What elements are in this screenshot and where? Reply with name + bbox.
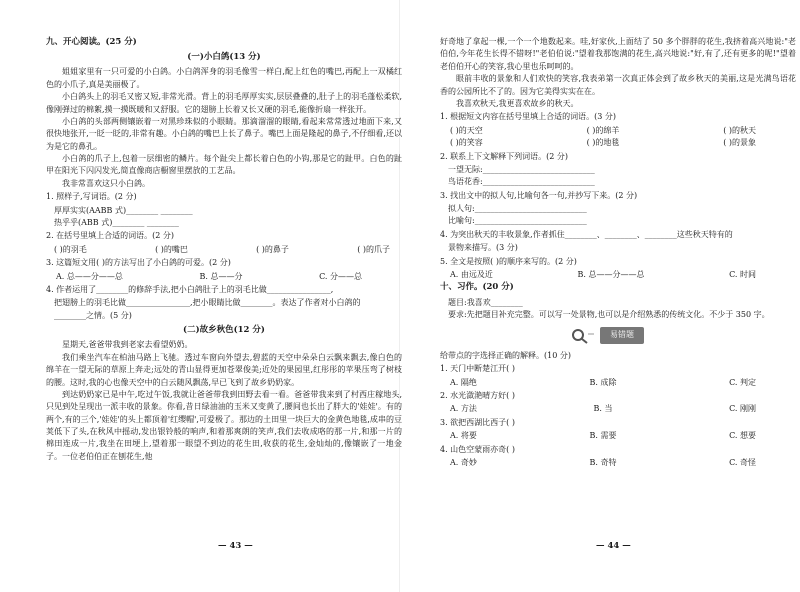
question-5-options [440, 269, 796, 281]
question-4: 4. 作者运用了________的修辞手法,把小白鸽肚子上的羽毛比做________________, [46, 284, 334, 294]
choose-instruction: 给带点的字选择正确的解释。(10 分) [440, 350, 571, 360]
question-3-b: 比喻句:____________________________ [448, 216, 587, 226]
option: C. 判定 [729, 377, 756, 387]
passage-2-paragraph: 星期天,爸爸带我到老家去看望奶奶。 [62, 340, 193, 350]
essay-requirement: 要求:先把题目补充完整。可以写一处景物,也可以是介绍熟悉的传统文化。不少于 350 字。 [448, 309, 770, 319]
option: C. 想要 [729, 431, 756, 441]
passage-1-paragraph: 小白鸽头上的羽毛又密又短,非常光滑。背上的羽毛厚厚实实,层层叠叠的,肚子上的羽毛蓬松柔软,像刚弹过的棉絮,摸一摸既暖和又舒服。它的翅膀上长着又长又硬的羽毛,能像折扇一样张开。 [46, 92, 402, 114]
option: C. 刚刚 [729, 404, 756, 414]
option: A. 奇妙 [450, 457, 477, 467]
question-1: 1. 根据短文内容在括号里填上合适的词语。(3 分) [440, 112, 617, 122]
option: A. 总——分——总 [56, 271, 123, 281]
blank-item: ( )的羽毛 [54, 244, 87, 254]
blank-item: ( )的爪子 [357, 244, 390, 254]
page-number-left: — 43 — [218, 541, 253, 551]
question-2: 2. 在括号里填上合适的词语。(2 分) [46, 231, 175, 241]
question-4-line: 把翅膀上的羽毛比做________________,把小眼睛比做________。表达了作者对小白鸽的 [54, 298, 361, 308]
question-4-line: 景物来描写。(3 分) [448, 243, 518, 253]
passage-2-paragraph: 我们乘坐汽车在柏油马路上飞驰。透过车窗向外望去,碧蓝的天空中朵朵白云飘来飘去,像白色的绵羊在一望无际的草原上奔走;远处的青山显得更加苍翠俊美;近处的果园里,红彤彤的苹果压弯了树枝的腰。这时,我的心也像天空中的白云随风飘荡,早已飞到了故乡奶奶家。 [46, 352, 402, 387]
choice-options [440, 377, 796, 389]
blank-item: ( )的鼻子 [256, 244, 289, 254]
question-5: 5. 全文是按照( )的顺序来写的。(2 分) [440, 256, 577, 266]
option: C. 奇怪 [729, 457, 756, 467]
question-2-a: 一望无际:____________________________ [448, 164, 595, 174]
option: B. 成除 [589, 377, 617, 387]
passage-2-continuation: 好奇地了拿起一棵,一个一个地数起来。哇,好家伙,上面结了 50 多个胖胖的花生,我挤着高兴地说:"老伯伯,今年花生长得不错呀!"老伯伯说:"望着我那饱满的花生,高兴地说:"好,有了,还有更多的呢!"望着老伯伯开心的笑容,我心里也乐呵呵的。 [440, 37, 796, 71]
passage-2-paragraph: 我喜欢秋天,我更喜欢故乡的秋天。 [456, 98, 579, 108]
choice-question: 2. 水光潋滟晴方好( ) [440, 390, 515, 400]
option: C. 分——总 [319, 271, 362, 281]
error-prone-banner [570, 327, 796, 343]
option: C. 时间 [729, 270, 756, 280]
choice-question: 3. 欲把西湖比西子( ) [440, 417, 515, 427]
option: B. 总——分——总 [577, 270, 645, 280]
option: B. 需要 [589, 431, 617, 441]
passage-1-paragraph: 小白鸽的头部两侧镶嵌着一对黑珍珠似的小眼睛。那滴溜溜的眼睛,看起来常常透过地面下来,又很快地张开,一眨一眨的,非常有趣。小白鸽的嘴巴上长了鼻子。嘴巴上面是隆起的鼻子,不仔细看,还以为是它的鼻孔。 [46, 116, 402, 151]
blank-item: ( )的绵羊 [586, 125, 620, 135]
page-number-right: — 44 — [596, 541, 631, 551]
section-9-title: 九、开心阅读。(25 分) [46, 37, 137, 47]
question-1-row [440, 137, 796, 149]
choice-options [440, 403, 796, 415]
option: A. 隔绝 [450, 377, 477, 387]
option: B. 奇特 [589, 457, 617, 467]
passage-1-paragraph: 姐姐家里有一只可爱的小白鸽。小白鸽浑身的羽毛像雪一样白,配上红色的嘴巴,再配上一双橘红色的小爪子,真是美丽极了。 [46, 67, 402, 89]
option: B. 总——分 [199, 271, 243, 281]
magnifier-icon [570, 328, 594, 344]
passage-1-title: (一)小白鸽(13 分) [187, 52, 261, 63]
banner-label: 易错题 [600, 327, 644, 343]
left-page [46, 36, 402, 463]
question-4-line: ________之情。(5 分) [54, 310, 132, 320]
option: B. 当 [593, 404, 613, 414]
passage-1-paragraph: 小白鸽的爪子上,包着一层细密的鳞片。每个趾尖上都长着白色的小钩,那是它的趾甲。白色的趾甲在阳光下闪闪发光,简直像商店橱窗里摆放的工艺品。 [46, 154, 402, 176]
option: A. 方法 [450, 404, 477, 414]
essay-topic: 题目:我喜欢________ [448, 297, 523, 307]
blank-item: ( )的秋天 [723, 125, 756, 135]
choice-question: 4. 山色空蒙雨亦奇( ) [440, 444, 515, 454]
blank-item: ( )的笑容 [450, 138, 483, 148]
blank-item: ( )的天空 [450, 125, 483, 135]
question-3-a: 拟人句:____________________________ [448, 204, 587, 214]
question-1-a: 厚厚实实(AABB 式)________ ________ [54, 205, 193, 215]
passage-2-paragraph: 眼前丰收的景象和人们欢快的笑容,我表弟第一次真正体会到了故乡秋天的美丽,这是光满鸟语花香的公园所比不了的。因为它美得实实在在。 [440, 74, 796, 96]
passage-2-paragraph: 到达奶奶家已是中午,吃过午饭,我就让爸爸带我到田野去看一看。爸爸带我来到了村西庄稼地头,只见到处呈现出一派丰收的景象。你看,昔日绿油油的玉米又变黄了,腰间也长出了胖大的'娃娃'。有的两个,有的三个,'娃娃'的头上都顶着'红缨帽',可爱极了。那边的土田里一块巨大的金黄色地毯,成串的豆荚低下了头,在秋风中摇动,发出银铃般的响声,和着那爽朗的笑声,我们去收成咯的那一片,和那一片的棉田连成一片,我坐在田埂上,望着那一眼望不到边的花生田,收获的花生,金灿灿的,像镶嵌了一地金子。一位老伯伯正在刨花生,他 [46, 389, 402, 461]
blank-item: ( )的嘴巴 [155, 244, 188, 254]
question-1: 1. 照样子,写词语。(2 分) [46, 192, 137, 202]
question-3: 3. 找出文中的拟人句,比喻句各一句,并抄写下来。(2 分) [440, 190, 638, 200]
passage-1-paragraph: 我非常喜欢这只小白鸽。 [62, 178, 150, 188]
blank-item: ( )的地毯 [586, 138, 620, 148]
passage-2-title: (二)故乡秋色(12 分) [183, 325, 265, 336]
section-10-title: 十、习作。(20 分) [440, 282, 514, 293]
choice-options [440, 430, 796, 442]
choice-question: 1. 天门中断楚江开( ) [440, 364, 515, 374]
question-4: 4. 为突出秋天的丰收景象,作者抓住________、________、________这些秋天特有的 [440, 229, 733, 239]
question-2-blanks [46, 244, 402, 256]
question-1-row [440, 125, 796, 137]
question-3-options [46, 271, 402, 283]
option: A. 将要 [450, 431, 477, 441]
question-3: 3. 这篇短文用( )的方法写出了小白鸽的可爱。(2 分) [46, 258, 231, 268]
right-page [440, 36, 796, 469]
question-2-b: 鸟语花香:____________________________ [448, 177, 595, 187]
choice-options [440, 457, 796, 469]
option: A. 由远及近 [450, 270, 493, 280]
question-2: 2. 联系上下文解释下列词语。(2 分) [440, 151, 569, 161]
blank-item: ( )的景象 [723, 138, 756, 148]
question-1-b: 热乎乎(ABB 式)________ ________ [54, 218, 179, 228]
